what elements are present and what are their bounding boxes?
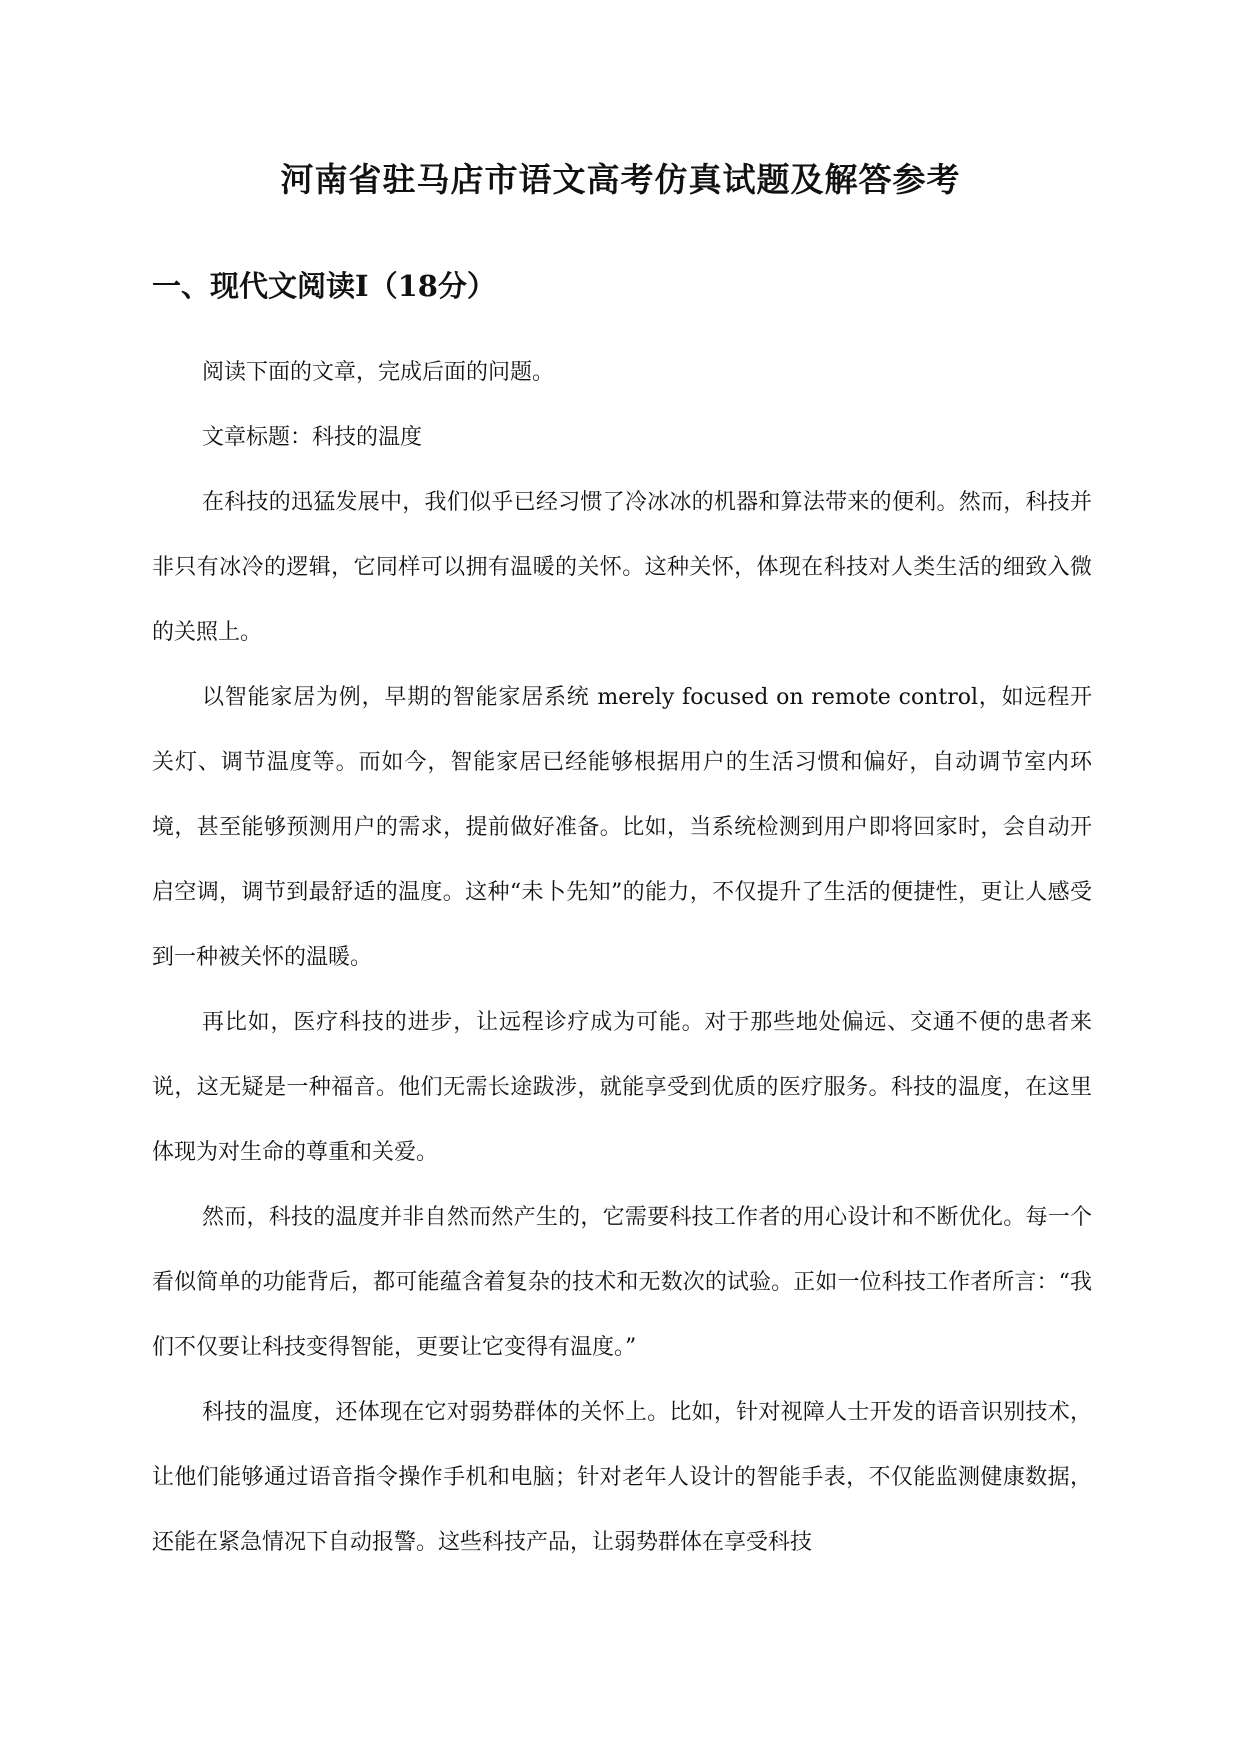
paragraph: 在科技的迅猛发展中，我们似乎已经习惯了冷冰冰的机器和算法带来的便利。然而，科技并非只有冰冷的逻辑，它同样可以拥有温暖的关怀。这种关怀，体现在科技对人类生活的细致入微的关照上。 bbox=[152, 490, 1092, 645]
paragraph: 然而，科技的温度并非自然而然产生的，它需要科技工作者的用心设计和不断优化。每一个看似简单的功能背后，都可能蕴含着复杂的技术和无数次的试验。正如一位科技工作者所言：“我们不仅要让科技变得智能，更要让它变得有温度。” bbox=[152, 1205, 1092, 1360]
document-title: 河南省驻马店市语文高考仿真试题及解答参考 bbox=[280, 160, 961, 199]
paragraph-instruction: 阅读下面的文章，完成后面的问题。 bbox=[202, 360, 555, 385]
paragraph-article-title: 文章标题：科技的温度 bbox=[202, 425, 423, 450]
section-heading: 一、现代文阅读Ⅰ（18分） bbox=[152, 269, 496, 303]
paragraph: 以智能家居为例，早期的智能家居系统 merely focused on remote control，如远程开关灯、调节温度等。而如今，智能家居已经能够根据用户的生活习惯和偏好，自动调节室内环境，甚至能够预测用户的需求，提前做好准备。比如，当系统检测到用户即将回家时，会自动开启空调，调节到最舒适的温度。这种“未卜先知”的能力，不仅提升了生活的便捷性，更让人感受到一种被关怀的温暖。 bbox=[152, 685, 1092, 970]
paragraph: 再比如，医疗科技的进步，让远程诊疗成为可能。对于那些地处偏远、交通不便的患者来说，这无疑是一种福音。他们无需长途跋涉，就能享受到优质的医疗服务。科技的温度，在这里体现为对生命的尊重和关爱。 bbox=[152, 1010, 1092, 1165]
article-body bbox=[152, 340, 1092, 1575]
paragraph: 科技的温度，还体现在它对弱势群体的关怀上。比如，针对视障人士开发的语音识别技术，让他们能够通过语音指令操作手机和电脑；针对老年人设计的智能手表，不仅能监测健康数据，还能在紧急情况下自动报警。这些科技产品，让弱势群体在享受科技 bbox=[152, 1400, 1092, 1555]
